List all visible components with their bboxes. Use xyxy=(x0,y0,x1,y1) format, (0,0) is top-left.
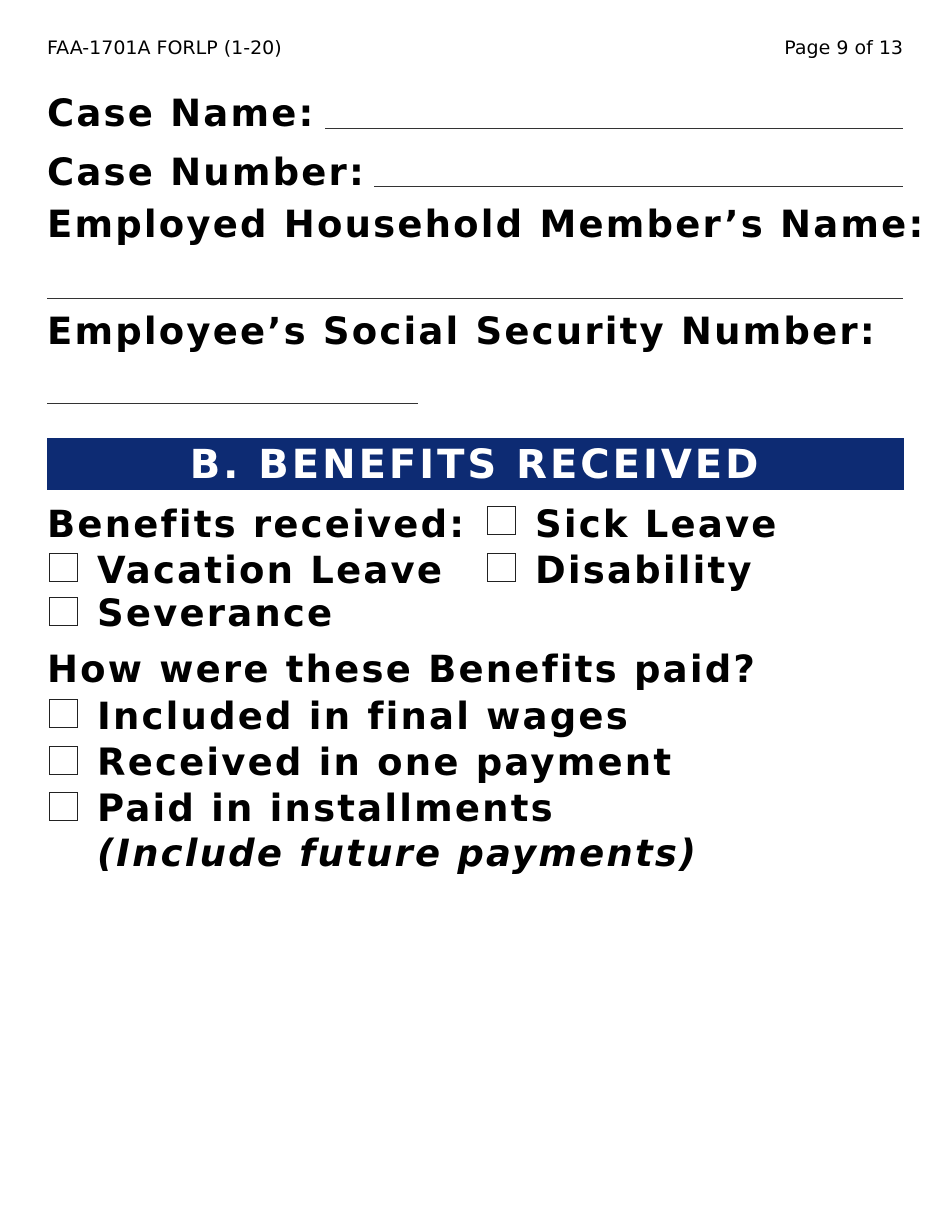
severance-checkbox[interactable] xyxy=(49,597,78,626)
one-payment-label: Received in one payment xyxy=(97,741,674,784)
installments-label: Paid in installments xyxy=(97,787,555,830)
case-number-label: Case Number: xyxy=(47,151,367,194)
disability-checkbox[interactable] xyxy=(487,553,516,582)
vacation-leave-label: Vacation Leave xyxy=(97,549,445,592)
form-id: FAA-1701A FORLP (1-20) xyxy=(47,37,282,59)
member-name-field[interactable] xyxy=(47,298,903,299)
section-b-banner: B. BENEFITS RECEIVED xyxy=(47,438,904,490)
sick-leave-checkbox[interactable] xyxy=(487,506,516,535)
installments-note: (Include future payments) xyxy=(97,832,699,875)
case-name-label: Case Name: xyxy=(47,92,316,135)
sick-leave-label: Sick Leave xyxy=(535,503,779,546)
one-payment-checkbox[interactable] xyxy=(49,746,78,775)
case-name-field[interactable] xyxy=(325,128,903,129)
case-number-field[interactable] xyxy=(374,186,903,187)
final-wages-label: Included in final wages xyxy=(97,695,630,738)
final-wages-checkbox[interactable] xyxy=(49,699,78,728)
severance-label: Severance xyxy=(97,592,335,635)
ssn-label: Employee’s Social Security Number: xyxy=(47,310,877,353)
member-name-label: Employed Household Member’s Name: xyxy=(47,203,926,246)
vacation-leave-checkbox[interactable] xyxy=(49,553,78,582)
benefits-received-label: Benefits received: xyxy=(47,503,467,546)
installments-checkbox[interactable] xyxy=(49,792,78,821)
page-number: Page 9 of 13 xyxy=(784,37,903,59)
paid-question: How were these Benefits paid? xyxy=(47,648,758,691)
ssn-field[interactable] xyxy=(47,403,418,404)
disability-label: Disability xyxy=(535,549,754,592)
